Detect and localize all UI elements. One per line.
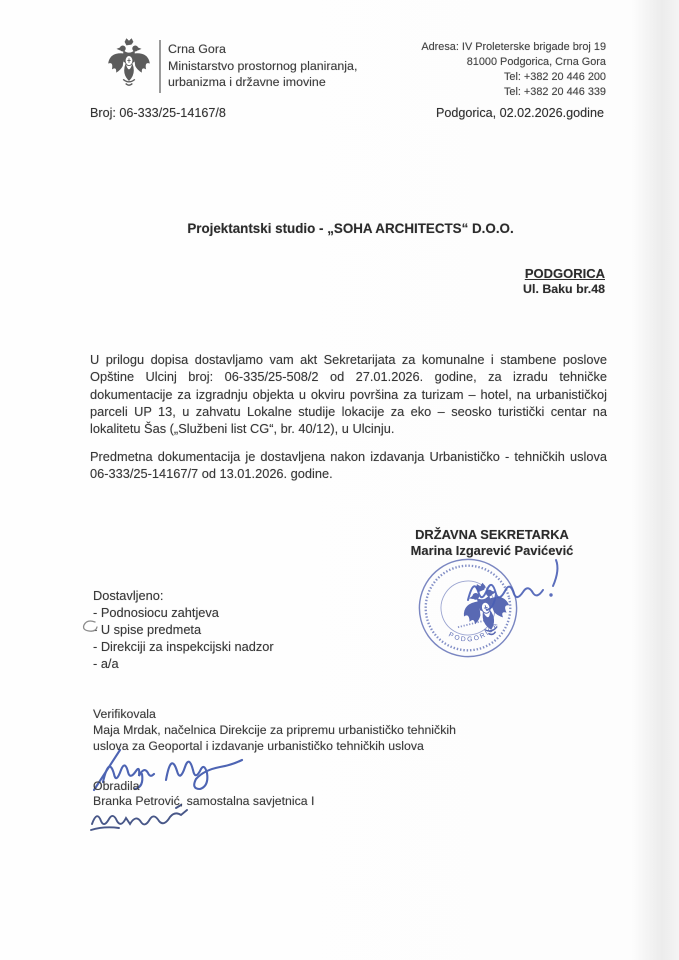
signatory-title: DRŽAVNA SEKRETARKA bbox=[415, 527, 569, 542]
ministry-address-block bbox=[350, 40, 606, 100]
processing-line: Branka Petrović, samostalna savjetnica I bbox=[93, 794, 315, 809]
body-paragraph-2: Predmetna dokumentacija je dostavljena nakon izdavanja Urbanističko - tehničkih uslova 06-333/25-14167/7 od 13.01.2026. godine. bbox=[90, 449, 607, 482]
stamp-bottom-text: PODGORICA bbox=[447, 620, 501, 644]
header-divider bbox=[159, 40, 161, 93]
distribution-item: - U spise predmeta bbox=[93, 621, 202, 637]
place-and-date: Podgorica, 02.02.2026.godine bbox=[435, 106, 604, 120]
reference-number: Broj: 06-333/25-14167/8 bbox=[90, 106, 226, 120]
signatory-name: Marina Izgarević Pavićević bbox=[410, 542, 574, 558]
state-secretary-signature-icon bbox=[462, 548, 580, 620]
verification-line: Maja Mrdak, načelnica Direkcije za pripremu urbanističko tehničkih bbox=[93, 722, 456, 737]
body-paragraph-1: U prilogu dopisa dostavljamo vam akt Sekretarijata za komunalne i stambene poslove Opštine Ulcinj broj: 06-335/25-508/2 od 27.01.2026. godine, za izradu tehničke dokumentacije za izgradnju objekta u okviru površina za turizam – hotel, na urbanističkoj parceli UP 13, u zahvatu Lokalne studije lokacije za eko – seosko turistički centar na lokalitetu Šas („Službeni list CG“, br. 40/12), u Ulcinju. bbox=[90, 352, 607, 437]
address-line: 81000 Podgorica, Crna Gora bbox=[466, 56, 606, 68]
recipient-street: Ul. Baku br.48 bbox=[523, 282, 605, 296]
distribution-item: - a/a bbox=[93, 655, 119, 671]
verification-heading: Verifikovala bbox=[93, 707, 156, 721]
recipient-address-block bbox=[420, 266, 605, 296]
verification-line: uslova za Geoportal i izdavanje urbanističko tehničkih uslova bbox=[93, 738, 424, 753]
ministry-name-block bbox=[168, 41, 357, 91]
distribution-item: - Podnosiocu zahtjeva bbox=[93, 604, 219, 620]
distribution-item: - Direkciji za inspekcijski nadzor bbox=[93, 638, 274, 654]
phone-line: Tel: +382 20 446 339 bbox=[503, 86, 606, 98]
processor-signature-icon bbox=[88, 804, 200, 838]
distribution-heading: Dostavljeno: bbox=[93, 588, 164, 603]
ministry-line1: Ministarstvo prostornog planiranja, bbox=[168, 58, 358, 73]
coat-of-arms-icon bbox=[104, 36, 154, 96]
phone-line: Tel: +382 20 446 200 bbox=[503, 71, 606, 83]
processing-heading: Obradila bbox=[93, 779, 140, 793]
country-name: Crna Gora bbox=[168, 42, 226, 56]
recipient-city: PODGORICA bbox=[524, 266, 605, 281]
pen-circle-mark-icon bbox=[81, 619, 99, 633]
recipient-name: Projektantski studio - „SOHA ARCHITECTS“ D.O.O. bbox=[187, 221, 514, 236]
address-line: Adresa: IV Proleterske brigade broj 19 bbox=[421, 41, 606, 53]
ministry-line2: urbanizma i državne imovine bbox=[168, 75, 326, 89]
distribution-list bbox=[93, 588, 274, 673]
